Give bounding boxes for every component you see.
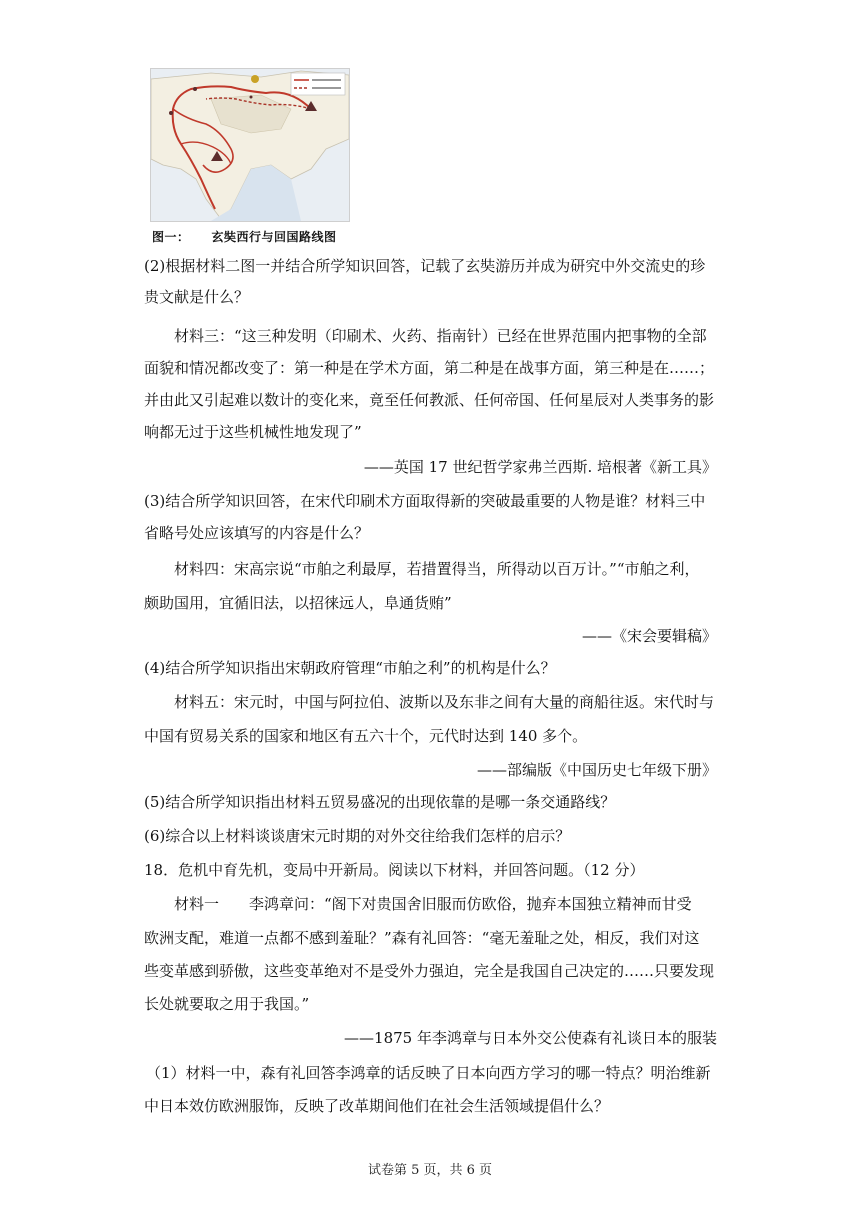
material-5-text: 材料五：宋元时，中国与阿拉伯、波斯以及东非之间有大量的商船往返。宋代时与 bbox=[174, 693, 715, 711]
material-1-text: 长处就要取之用于我国。” bbox=[144, 995, 310, 1013]
question-3-line: 省略号处应该填写的内容是什么？ bbox=[144, 524, 370, 542]
question-18-heading: 18．危机中育先机，变局中开新局。阅读以下材料，并回答问题。（12 分） bbox=[144, 861, 645, 879]
question-2-line: (2)根据材料二图一并结合所学知识回答，记载了玄奘游历并成为研究中外交流史的珍 bbox=[144, 257, 706, 275]
question-3-line: (3)结合所学知识回答，在宋代印刷术方面取得新的突破最重要的人物是谁？材料三中 bbox=[144, 492, 706, 510]
material-4-text: 颇助国用，宜循旧法，以招徕远人，阜通货贿” bbox=[144, 594, 452, 612]
figure-caption-title: 玄奘西行与回国路线图 bbox=[211, 230, 337, 244]
material-5-text: 中国有贸易关系的国家和地区有五六十个，元代时达到 140 多个。 bbox=[144, 727, 588, 745]
material-3-text: 并由此又引起难以数计的变化来，竟至任何教派、任何帝国、任何星辰对人类事务的影 bbox=[144, 391, 715, 409]
material-4-source: ——《宋会要辑稿》 bbox=[581, 627, 717, 645]
material-1-text: 欧洲支配，难道一点都不感到羞耻？”森有礼回答：“毫无羞耻之处，相反，我们对这 bbox=[144, 929, 700, 947]
material-4-text: 材料四：宋高宗说“市舶之利最厚，若措置得当，所得动以百万计。”“市舶之利， bbox=[174, 560, 700, 578]
map-illustration bbox=[151, 69, 349, 221]
question-6-line: (6)综合以上材料谈谈唐宋元时期的对外交往给我们怎样的启示？ bbox=[144, 827, 571, 845]
question-18-1-line: 中日本效仿欧洲服饰，反映了改革期间他们在社会生活领域提倡什么？ bbox=[144, 1097, 610, 1115]
material-3-text: 响都无过于这些机械性地发现了” bbox=[144, 423, 362, 441]
material-3-text: 面貌和情况都改变了：第一种是在学术方面，第二种是在战事方面，第三种是在……； bbox=[144, 359, 715, 377]
figure-caption-label: 图一： bbox=[152, 230, 190, 244]
material-3-text: 材料三：“这三种发明（印刷术、火药、指南针）已经在世界范围内把事物的全部 bbox=[174, 327, 707, 345]
figure-caption bbox=[152, 228, 337, 245]
material-1-source: ——1875 年李鸿章与日本外交公使森有礼谈日本的服装 bbox=[344, 1029, 717, 1047]
material-1-text: 些变革感到骄傲，这些变革绝对不是受外力强迫，完全是我国自己决定的……只要发现 bbox=[144, 962, 715, 980]
question-18-1-line: （1）材料一中，森有礼回答李鸿章的话反映了日本向西方学习的哪一特点？明治维新 bbox=[146, 1064, 711, 1082]
route-map-image bbox=[150, 68, 350, 222]
material-5-source: ——部编版《中国历史七年级下册》 bbox=[476, 761, 717, 779]
material-3-source: ——英国 17 世纪哲学家弗兰西斯. 培根著《新工具》 bbox=[363, 458, 717, 476]
material-1-text: 材料一 李鸿章问：“阁下对贵国舍旧服而仿欧俗，抛弃本国独立精神而甘受 bbox=[174, 895, 692, 913]
question-4-line: (4)结合所学知识指出宋朝政府管理“市舶之利”的机构是什么？ bbox=[144, 659, 556, 677]
question-2-line: 贵文献是什么？ bbox=[144, 288, 250, 306]
question-5-line: (5)结合所学知识指出材料五贸易盛况的出现依靠的是哪一条交通路线？ bbox=[144, 793, 616, 811]
page-footer: 试卷第 5 页，共 6 页 bbox=[367, 1163, 493, 1178]
